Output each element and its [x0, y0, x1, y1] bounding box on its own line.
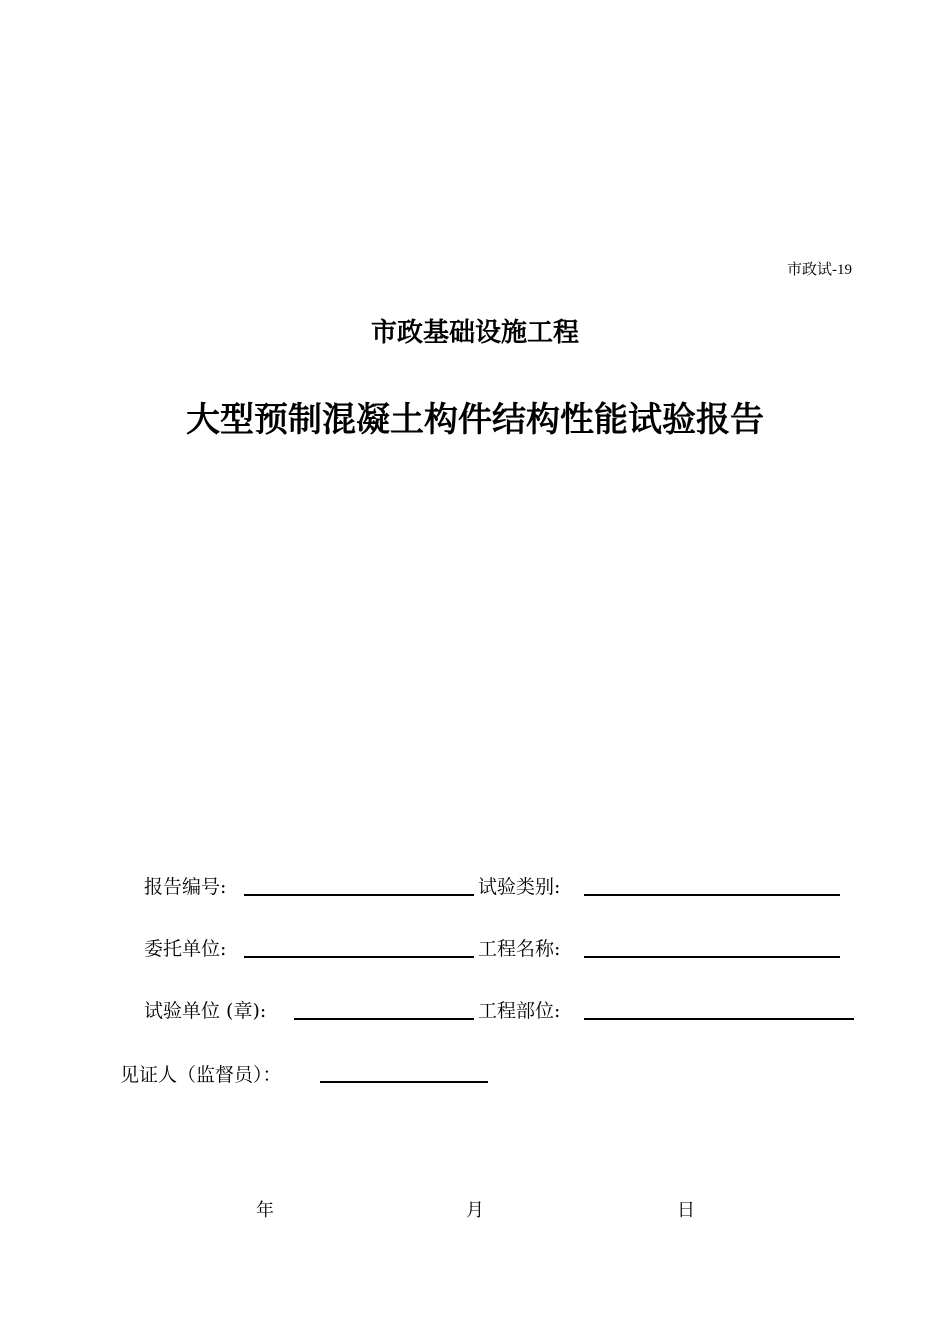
- project-name-field[interactable]: [584, 956, 840, 958]
- report-no-field[interactable]: [244, 894, 474, 896]
- page-subtitle: 市政基础设施工程: [370, 318, 579, 348]
- document-code: 市政试-19: [787, 262, 852, 278]
- page-title: 大型预制混凝土构件结构性能试验报告: [186, 400, 764, 440]
- witness-field[interactable]: [320, 1081, 488, 1083]
- project-part-field[interactable]: [584, 1018, 854, 1020]
- client-field[interactable]: [244, 956, 474, 958]
- test-category-field[interactable]: [584, 894, 840, 896]
- date-year: 年: [256, 1200, 274, 1221]
- date-month: 月: [466, 1200, 484, 1221]
- test-category-label: 试验类别:: [478, 876, 561, 898]
- test-unit-label: 试验单位 (章):: [144, 1000, 267, 1022]
- project-name-label: 工程名称:: [478, 938, 561, 960]
- project-part-label: 工程部位:: [478, 1000, 561, 1022]
- client-label: 委托单位:: [144, 938, 227, 960]
- date-day: 日: [677, 1200, 695, 1221]
- report-no-label: 报告编号:: [144, 876, 227, 898]
- witness-label: 见证人（监督员）：: [120, 1064, 282, 1086]
- test-unit-field[interactable]: [294, 1018, 474, 1020]
